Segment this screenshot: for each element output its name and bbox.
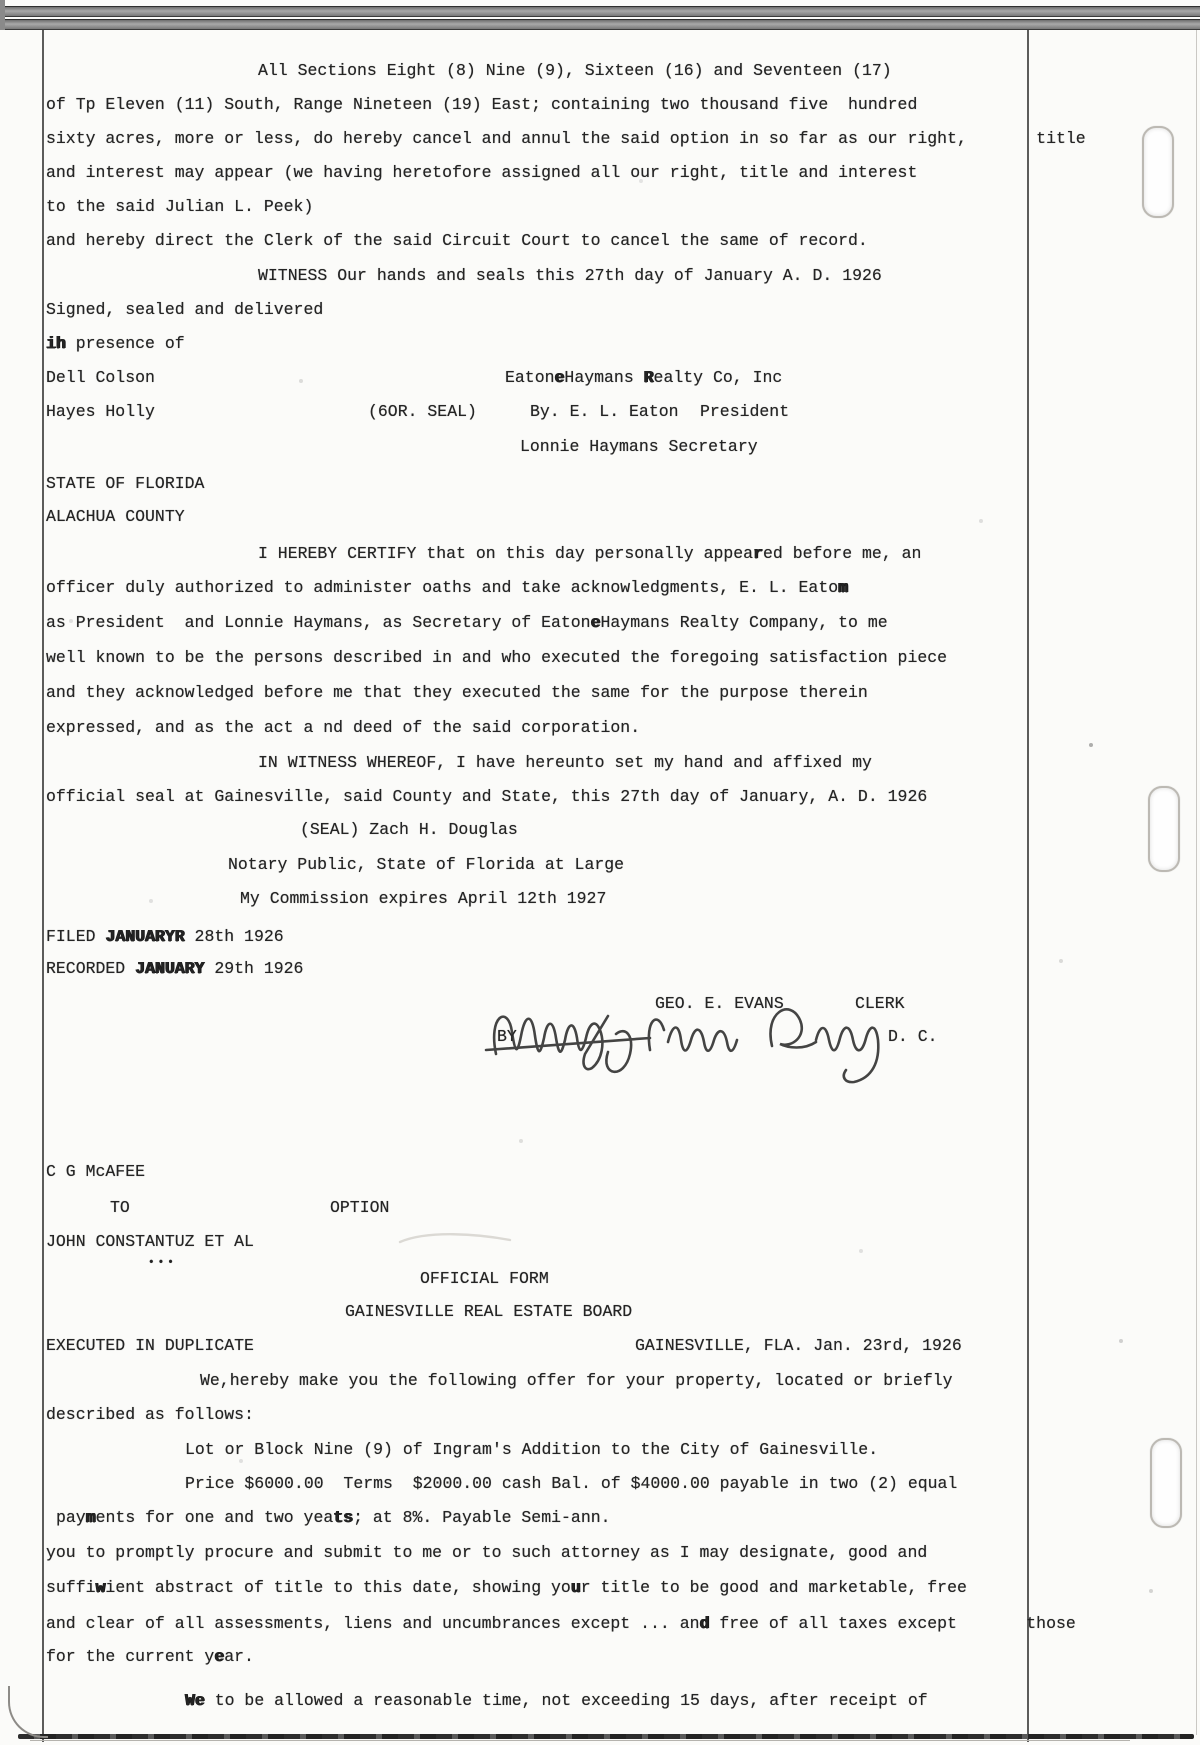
text-line xyxy=(0,1473,1200,1497)
text-line xyxy=(0,958,1200,982)
text-segment: WITNESS Our hands and seals this 27th day of January A. D. 1926 xyxy=(258,266,882,285)
scan-dust-specks xyxy=(0,0,2,2)
text-segment: (SEAL) Zach H. Douglas xyxy=(300,820,518,839)
text-segment: and hereby direct the Clerk of the said Circuit Court to cancel the same of record. xyxy=(46,231,868,250)
text-segment: Notary Public, State of Florida at Large xyxy=(228,855,625,874)
text-line xyxy=(0,367,1200,391)
text-line xyxy=(0,1507,1200,1531)
scan-artifact-band-bottom xyxy=(0,19,1200,30)
text-segment: and they acknowledged before me that they executed the same for the purpose therein xyxy=(46,683,868,702)
text-segment: My Commission expires April 12th 1927 xyxy=(240,889,607,908)
text-line xyxy=(0,265,1200,289)
text-segment: By. E. L. Eaton xyxy=(530,402,679,421)
text-segment: Dell Colson xyxy=(46,368,155,387)
text-segment: All Sections Eight (8) Nine (9), Sixteen (16) and Seventeen (17) xyxy=(258,61,892,80)
text-segment: payments for one and two yeats; at 8%. Payable Semi-ann. xyxy=(56,1508,611,1527)
text-segment: Lot or Block Nine (9) of Ingram's Addition to the City of Gainesville. xyxy=(185,1440,879,1459)
text-line xyxy=(0,401,1200,425)
text-segment: JOHN CONSTANTUZ ET AL xyxy=(46,1232,254,1251)
text-line xyxy=(0,1404,1200,1428)
text-line xyxy=(0,1335,1200,1359)
text-segment: GAINESVILLE, FLA. Jan. 23rd, 1926 xyxy=(635,1336,962,1355)
text-line xyxy=(0,196,1200,220)
text-segment: ALACHUA COUNTY xyxy=(46,507,185,526)
text-line xyxy=(0,1646,1200,1670)
text-segment: Price $6000.00 Terms $2000.00 cash Bal. of $4000.00 payable in two (2) equal xyxy=(185,1474,958,1493)
text-line xyxy=(0,577,1200,601)
text-segment: you to promptly procure and submit to me or to such attorney as I may designate, good and xyxy=(46,1543,928,1562)
text-segment: C G McAFEE xyxy=(46,1162,146,1181)
text-segment: Signed, sealed and delivered xyxy=(46,300,324,319)
text-segment: ih presence of xyxy=(46,334,185,353)
text-segment: official seal at Gainesville, said County and State, this 27th day of January, A. D. 1926 xyxy=(46,787,928,806)
text-segment: and interest may appear (we having heretofore assigned all our right, title and interest xyxy=(46,163,918,182)
text-segment: Lonnie Haymans Secretary xyxy=(520,437,758,456)
text-line xyxy=(0,1268,1200,1292)
text-line xyxy=(0,162,1200,186)
scan-edge-mark xyxy=(0,0,5,30)
text-segment: EXECUTED IN DUPLICATE xyxy=(46,1336,254,1355)
text-line xyxy=(0,1613,1200,1637)
text-line xyxy=(0,128,1200,152)
text-segment: President xyxy=(700,402,790,421)
text-line xyxy=(0,1370,1200,1394)
text-line xyxy=(0,333,1200,357)
text-line xyxy=(0,1577,1200,1601)
text-segment: I HEREBY CERTIFY that on this day personally appeared before me, an xyxy=(258,544,922,563)
text-line xyxy=(0,717,1200,741)
text-segment: sixty acres, more or less, do hereby cancel and annul the said option in so far as our right, title xyxy=(46,129,1086,148)
text-line xyxy=(0,1439,1200,1463)
text-segment: EatoneHaymans Realty Co, Inc xyxy=(505,368,783,387)
text-segment: We,hereby make you the following offer for your property, located or briefly xyxy=(200,1371,953,1390)
text-line xyxy=(0,1301,1200,1325)
text-line xyxy=(0,854,1200,878)
text-segment: GEO. E. EVANS xyxy=(655,994,784,1013)
text-line xyxy=(0,819,1200,843)
text-line xyxy=(0,1690,1200,1714)
text-segment: for the current year. xyxy=(46,1647,254,1666)
text-segment: OPTION xyxy=(330,1198,390,1217)
text-line xyxy=(0,612,1200,636)
text-segment: OFFICIAL FORM xyxy=(420,1269,549,1288)
text-segment: to the said Julian L. Peek) xyxy=(46,197,314,216)
text-line xyxy=(0,543,1200,567)
text-line xyxy=(0,94,1200,118)
text-line xyxy=(0,888,1200,912)
text-line xyxy=(0,1542,1200,1566)
page-bottom-shadow-line xyxy=(30,1740,1130,1741)
text-line xyxy=(0,752,1200,776)
text-segment: BY xyxy=(497,1027,517,1046)
text-segment: D. C. xyxy=(888,1027,938,1046)
page-bottom-torn-edge xyxy=(18,1734,1194,1739)
text-segment: described as follows: xyxy=(46,1405,254,1424)
handwritten-signature xyxy=(482,988,902,1088)
bottom-left-corner-curl xyxy=(8,1686,48,1738)
pencil-smudge xyxy=(398,1228,518,1250)
text-segment: TO xyxy=(110,1198,130,1217)
text-line xyxy=(0,436,1200,460)
text-segment: officer duly authorized to administer oaths and take acknowledgments, E. L. Eatom xyxy=(46,578,849,597)
text-line xyxy=(0,506,1200,530)
text-segment: well known to be the persons described in and who executed the foregoing satisfaction piece xyxy=(46,648,948,667)
text-line xyxy=(0,786,1200,810)
text-line xyxy=(0,1161,1200,1185)
text-segment: FILED JANUARYR 28th 1926 xyxy=(46,927,284,946)
text-segment: and clear of all assessments, liens and uncumbrances except ... and free of all taxes except those xyxy=(46,1614,1076,1633)
text-line xyxy=(0,1197,1200,1221)
text-segment: (6OR. SEAL) xyxy=(368,402,477,421)
text-segment: suffiwient abstract of title to this date, showing your title to be good and marketable, free xyxy=(46,1578,967,1597)
text-line xyxy=(0,647,1200,671)
text-segment: IN WITNESS WHEREOF, I have hereunto set my hand and affixed my xyxy=(258,753,872,772)
text-segment: of Tp Eleven (11) South, Range Nineteen (19) East; containing two thousand five hundred xyxy=(46,95,918,114)
scan-artifact-band-top xyxy=(0,6,1200,17)
text-segment: RECORDED JANUARY 29th 1926 xyxy=(46,959,304,978)
text-line xyxy=(0,682,1200,706)
text-line xyxy=(0,60,1200,84)
text-line xyxy=(0,926,1200,950)
text-line xyxy=(0,299,1200,323)
text-segment: Hayes Holly xyxy=(46,402,155,421)
text-segment: GAINESVILLE REAL ESTATE BOARD xyxy=(345,1302,633,1321)
text-line xyxy=(0,230,1200,254)
text-segment: expressed, and as the act a nd deed of the said corporation. xyxy=(46,718,641,737)
text-segment: STATE OF FLORIDA xyxy=(46,474,205,493)
text-line xyxy=(0,473,1200,497)
text-segment: We to be allowed a reasonable time, not exceeding 15 days, after receipt of xyxy=(185,1691,928,1710)
text-segment: ••• xyxy=(148,1257,177,1269)
text-segment: as President and Lonnie Haymans, as Secretary of EatoneHaymans Realty Company, to me xyxy=(46,613,888,632)
text-segment: CLERK xyxy=(855,994,905,1013)
